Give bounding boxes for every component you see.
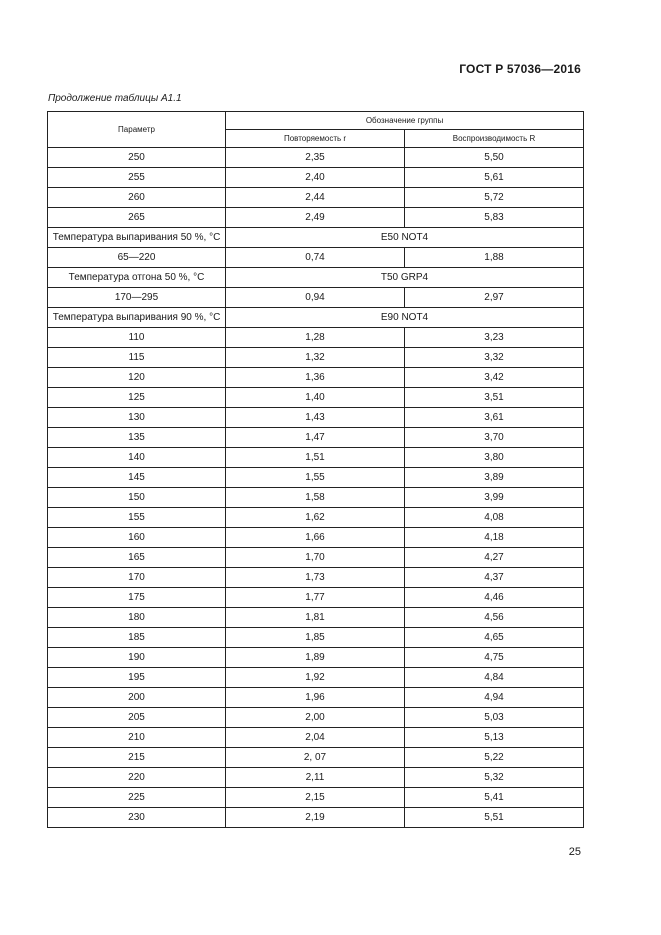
table-row [48,788,584,808]
table-row [48,328,584,348]
parameter-cell: 145 [48,468,226,488]
parameter-cell: 195 [48,668,226,688]
reproducibility-cell: 4,46 [405,588,584,608]
repeatability-cell: 1,43 [226,408,405,428]
group-designation-cell: E50 NOT4 [226,228,584,248]
repeatability-cell: 1,58 [226,488,405,508]
table-row [48,728,584,748]
repeatability-cell: 1,32 [226,348,405,368]
repeatability-cell: 2,11 [226,768,405,788]
table-row [48,168,584,188]
repeatability-cell: 1,73 [226,568,405,588]
parameter-cell: 115 [48,348,226,368]
repeatability-cell: 2,04 [226,728,405,748]
table-row [48,548,584,568]
parameter-cell: Температура выпаривания 50 %, °С [48,228,226,248]
reproducibility-cell: 5,83 [405,208,584,228]
reproducibility-cell: 5,50 [405,148,584,168]
table-row [48,608,584,628]
table-row [48,808,584,828]
table-header [48,112,584,148]
table-row [48,588,584,608]
table-group-row [48,268,584,288]
page-number: 25 [568,846,581,858]
parameter-cell: 110 [48,328,226,348]
parameter-cell: 250 [48,148,226,168]
reproducibility-cell: 5,22 [405,748,584,768]
table-row [48,708,584,728]
repeatability-cell: 1,70 [226,548,405,568]
table-row [48,688,584,708]
table-row [48,648,584,668]
repeatability-cell: 1,96 [226,688,405,708]
repeatability-cell: 1,36 [226,368,405,388]
table-row [48,488,584,508]
table-row [48,348,584,368]
parameter-cell: 150 [48,488,226,508]
repeatability-cell: 2,19 [226,808,405,828]
reproducibility-cell: 1,88 [405,248,584,268]
reproducibility-cell: 3,23 [405,328,584,348]
reproducibility-cell: 4,65 [405,628,584,648]
repeatability-cell: 2,49 [226,208,405,228]
reproducibility-cell: 3,80 [405,448,584,468]
table-row [48,388,584,408]
repeatability-cell: 1,62 [226,508,405,528]
table-row [48,448,584,468]
parameter-cell: 215 [48,748,226,768]
table-row [48,428,584,448]
table-row [48,408,584,428]
reproducibility-cell: 5,32 [405,768,584,788]
parameter-cell: 170—295 [48,288,226,308]
reproducibility-cell: 5,03 [405,708,584,728]
parameter-cell: 65—220 [48,248,226,268]
parameter-cell: 210 [48,728,226,748]
parameter-cell: 205 [48,708,226,728]
repeatability-cell: 1,89 [226,648,405,668]
table-row [48,288,584,308]
table-group-row [48,228,584,248]
parameter-cell: 190 [48,648,226,668]
table-row [48,248,584,268]
repeatability-cell: 1,28 [226,328,405,348]
parameter-cell: 140 [48,448,226,468]
parameter-cell: 180 [48,608,226,628]
repeatability-cell: 1,92 [226,668,405,688]
parameter-cell: 225 [48,788,226,808]
table-row [48,148,584,168]
column-header-reproducibility: Воспроизводимость R [405,130,584,148]
parameter-cell: Температура отгона 50 %, °С [48,268,226,288]
parameter-cell: 230 [48,808,226,828]
parameter-cell: 255 [48,168,226,188]
parameter-cell: 135 [48,428,226,448]
parameter-cell: Температура выпаривания 90 %, °С [48,308,226,328]
table-row [48,528,584,548]
parameter-cell: 165 [48,548,226,568]
table-row [48,768,584,788]
data-table [47,111,584,828]
parameter-cell: 260 [48,188,226,208]
table-row [48,508,584,528]
group-designation-cell: T50 GRP4 [226,268,584,288]
reproducibility-cell: 3,99 [405,488,584,508]
reproducibility-cell: 4,08 [405,508,584,528]
table-row [48,748,584,768]
repeatability-cell: 2,15 [226,788,405,808]
parameter-cell: 265 [48,208,226,228]
parameter-cell: 185 [48,628,226,648]
reproducibility-cell: 4,27 [405,548,584,568]
parameter-cell: 220 [48,768,226,788]
parameter-cell: 175 [48,588,226,608]
reproducibility-cell: 5,13 [405,728,584,748]
table-row [48,628,584,648]
repeatability-cell: 0,74 [226,248,405,268]
reproducibility-cell: 4,75 [405,648,584,668]
repeatability-cell: 1,81 [226,608,405,628]
repeatability-cell: 2,44 [226,188,405,208]
reproducibility-cell: 3,32 [405,348,584,368]
table-row [48,188,584,208]
reproducibility-cell: 3,42 [405,368,584,388]
reproducibility-cell: 3,89 [405,468,584,488]
repeatability-cell: 1,77 [226,588,405,608]
table-group-row [48,308,584,328]
table-row [48,208,584,228]
repeatability-cell: 1,66 [226,528,405,548]
reproducibility-cell: 3,51 [405,388,584,408]
table-row [48,468,584,488]
table-caption: Продолжение таблицы А1.1 [48,93,182,104]
repeatability-cell: 2,35 [226,148,405,168]
column-header-group: Обозначение группы [226,112,584,130]
reproducibility-cell: 4,94 [405,688,584,708]
group-designation-cell: E90 NOT4 [226,308,584,328]
reproducibility-cell: 3,70 [405,428,584,448]
parameter-cell: 125 [48,388,226,408]
table-row [48,368,584,388]
document-standard-number: ГОСТ Р 57036—2016 [459,62,581,76]
reproducibility-cell: 2,97 [405,288,584,308]
repeatability-cell: 1,47 [226,428,405,448]
reproducibility-cell: 4,56 [405,608,584,628]
reproducibility-cell: 5,51 [405,808,584,828]
repeatability-cell: 1,51 [226,448,405,468]
table-row [48,668,584,688]
parameter-cell: 170 [48,568,226,588]
parameter-cell: 155 [48,508,226,528]
reproducibility-cell: 3,61 [405,408,584,428]
reproducibility-cell: 5,61 [405,168,584,188]
repeatability-cell: 1,40 [226,388,405,408]
reproducibility-cell: 4,37 [405,568,584,588]
parameter-cell: 200 [48,688,226,708]
repeatability-cell: 2,40 [226,168,405,188]
reproducibility-cell: 5,72 [405,188,584,208]
column-header-repeatability: Повторяемость r [226,130,405,148]
reproducibility-cell: 4,18 [405,528,584,548]
parameter-cell: 160 [48,528,226,548]
repeatability-cell: 2, 07 [226,748,405,768]
table-body [48,148,584,828]
repeatability-cell: 2,00 [226,708,405,728]
repeatability-cell: 1,55 [226,468,405,488]
parameter-cell: 130 [48,408,226,428]
reproducibility-cell: 5,41 [405,788,584,808]
table-row [48,568,584,588]
repeatability-cell: 1,85 [226,628,405,648]
repeatability-cell: 0,94 [226,288,405,308]
reproducibility-cell: 4,84 [405,668,584,688]
parameter-cell: 120 [48,368,226,388]
column-header-parameter: Параметр [48,112,226,148]
